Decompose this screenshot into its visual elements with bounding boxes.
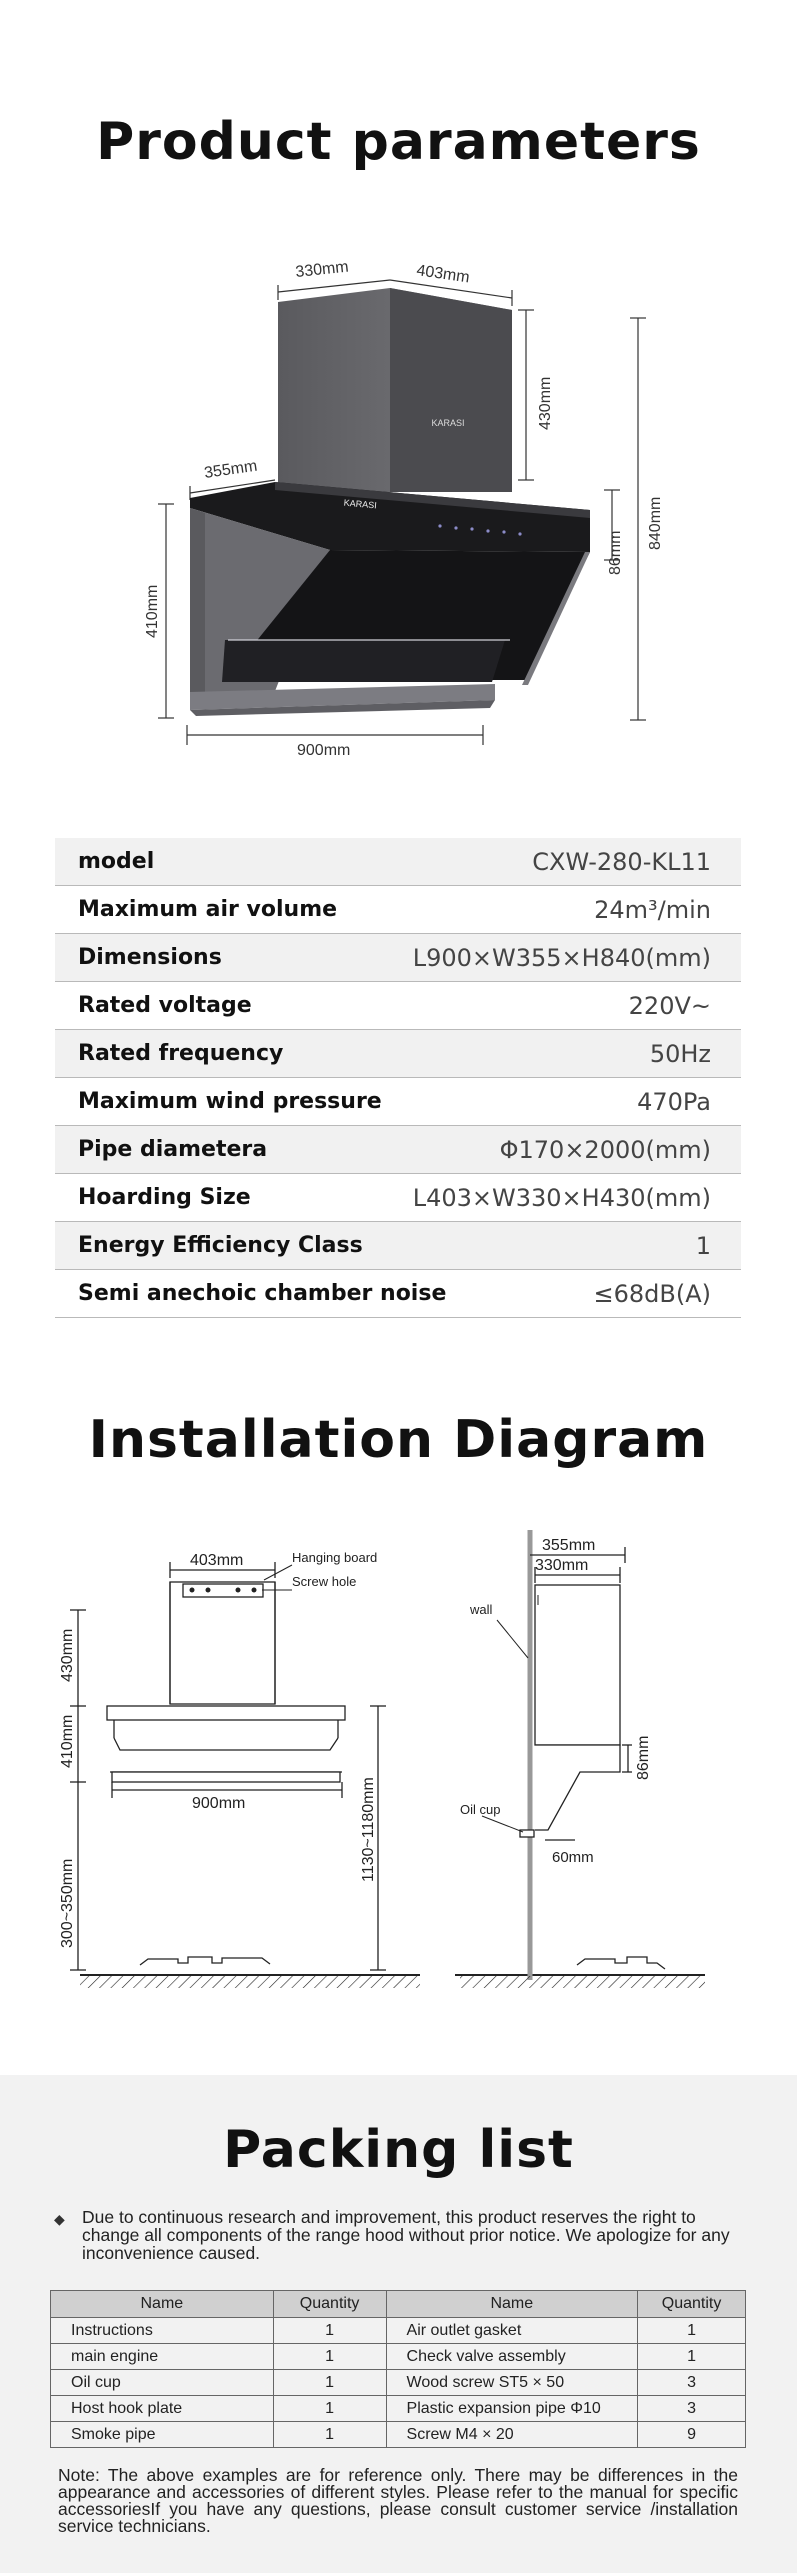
item-quantity: 1 [273,2370,386,2396]
param-label: model [78,849,155,874]
item-name: Host hook plate [51,2396,274,2422]
item-name: Check valve assembly [386,2344,638,2370]
packing-table-header [51,2291,746,2318]
param-value: Φ170×2000(mm) [499,1135,711,1164]
item-name: Smoke pipe [51,2422,274,2448]
front-dim-300-350: 300~350mm [59,1858,76,1948]
item-name: Instructions [51,2318,274,2344]
param-label: Maximum wind pressure [78,1089,382,1114]
table-row [51,2344,746,2370]
param-label: Dimensions [78,945,222,970]
header-name: Name [51,2291,274,2318]
svg-text:KARASI: KARASI [343,497,378,511]
brand-logo: KARASI [431,418,465,428]
param-row [55,1126,741,1174]
dim-86: 86mm [607,530,624,575]
param-value: 50Hz [649,1039,711,1068]
parameters-table [55,838,741,1318]
param-row [55,1174,741,1222]
param-row [55,982,741,1030]
param-label: Rated voltage [78,993,252,1018]
param-value: 24m³/min [594,895,711,924]
param-label: Semi anechoic chamber noise [78,1281,447,1306]
notice-text: Due to continuous research and improvement, this product reserves the right to change all components of the range hood without prior notice. We apologize for any inconvenience caused. [82,2207,730,2263]
header-name: Name [386,2291,638,2318]
header-quantity: Quantity [638,2291,746,2318]
front-dim-403: 403mm [190,1552,244,1569]
side-dim-355: 355mm [542,1537,596,1554]
range-hood-product-figure [0,230,797,790]
table-row [51,2318,746,2344]
side-dim-60: 60mm [552,1849,594,1866]
front-dim-900: 900mm [192,1795,246,1812]
front-dim-410: 410mm [59,1714,76,1768]
side-dim-330: 330mm [535,1557,589,1574]
dim-330: 330mm [294,258,350,281]
param-value: 470Pa [637,1087,711,1116]
dim-900: 900mm [297,742,351,759]
dim-840: 840mm [647,496,664,550]
param-label: Maximum air volume [78,897,338,922]
hanging-board-label: Hanging board [292,1550,378,1565]
dim-403: 403mm [415,262,471,287]
item-quantity: 9 [638,2422,746,2448]
param-value: L900×W355×H840(mm) [412,943,711,972]
item-quantity: 1 [273,2396,386,2422]
table-row [51,2370,746,2396]
front-dim-430: 430mm [59,1628,76,1682]
item-name: Air outlet gasket [386,2318,638,2344]
dim-355: 355mm [203,457,259,482]
item-name: Oil cup [51,2370,274,2396]
item-quantity: 1 [638,2318,746,2344]
footer-note: Note: The above examples are for reference only. There may be differences in the appearance and accessories of different styles. Please refer to the manual for specific accessoriesIf you have any questions, please consult customer service /installation service technicians. [58,2465,738,2536]
packing-table [50,2290,746,2448]
table-row [51,2396,746,2422]
item-name: Wood screw ST5 × 50 [386,2370,638,2396]
product-parameters-title: Product parameters [96,112,701,172]
param-row [55,1222,741,1270]
param-label: Pipe diametera [78,1137,268,1162]
item-quantity: 1 [638,2344,746,2370]
param-value: 220V~ [628,991,711,1020]
wall-label: wall [470,1602,493,1617]
oil-cup-label: Oil cup [460,1802,501,1817]
installation-diagram-title: Installation Diagram [88,1410,709,1470]
param-row [55,886,741,934]
item-quantity: 3 [638,2370,746,2396]
item-quantity: 1 [273,2318,386,2344]
param-label: Rated frequency [78,1041,284,1066]
installation-diagram [0,1510,797,2010]
screw-hole-label: Screw hole [292,1574,357,1589]
header-quantity: Quantity [273,2291,386,2318]
side-dim-86: 86mm [635,1735,652,1780]
item-quantity: 1 [273,2344,386,2370]
dim-410: 410mm [144,584,161,638]
param-value: ≤68dB(A) [593,1279,711,1308]
param-row [55,1270,741,1318]
diamond-bullet-icon: ◆ [54,2211,65,2227]
dim-430: 430mm [537,376,554,430]
param-row [55,934,741,982]
item-quantity: 3 [638,2396,746,2422]
param-row [55,838,741,886]
param-row [55,1078,741,1126]
notice [54,2207,748,2263]
param-label: Hoarding Size [78,1185,251,1210]
param-value: CXW-280-KL11 [532,847,711,876]
param-label: Energy Efficiency Class [78,1233,363,1258]
item-name: Screw M4 × 20 [386,2422,638,2448]
param-value: 1 [695,1231,711,1260]
packing-list-title: Packing list [223,2120,574,2180]
param-value: L403×W330×H430(mm) [412,1183,711,1212]
front-dim-1130-1180: 1130~1180mm [360,1777,377,1882]
item-name: main engine [51,2344,274,2370]
item-name: Plastic expansion pipe Φ10 [386,2396,638,2422]
item-quantity: 1 [273,2422,386,2448]
table-row [51,2422,746,2448]
param-row [55,1030,741,1078]
